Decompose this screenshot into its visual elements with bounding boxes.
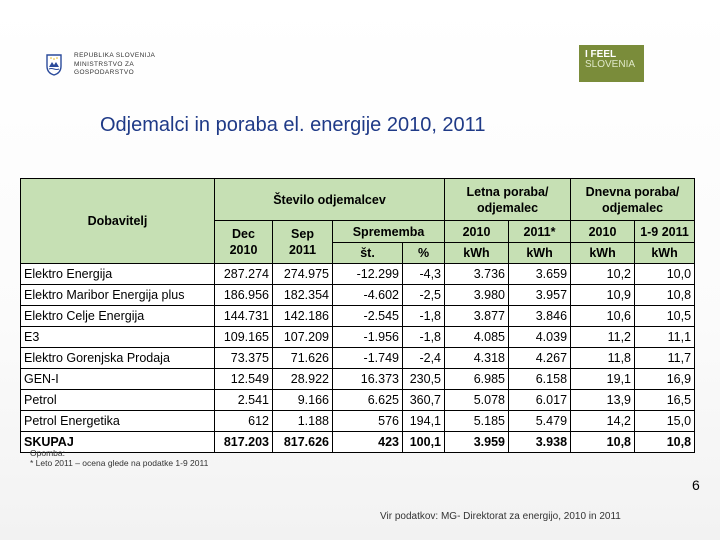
value-cell: 100,1 xyxy=(403,432,445,453)
value-cell: 11,1 xyxy=(635,327,695,348)
header-unit: kWh xyxy=(509,243,571,264)
ministry-line: GOSPODARSTVO xyxy=(74,69,135,77)
value-cell: 274.975 xyxy=(273,264,333,285)
header-annual-2011: 2011* xyxy=(509,221,571,243)
value-cell: 10,2 xyxy=(571,264,635,285)
header-unit: kWh xyxy=(445,243,509,264)
value-cell: 3.980 xyxy=(445,285,509,306)
value-cell: -1.749 xyxy=(333,348,403,369)
value-cell: 3.938 xyxy=(509,432,571,453)
value-cell: 4.085 xyxy=(445,327,509,348)
header-daily-2010: 2010 xyxy=(571,221,635,243)
value-cell: 19,1 xyxy=(571,369,635,390)
value-cell: 3.659 xyxy=(509,264,571,285)
value-cell: 6.158 xyxy=(509,369,571,390)
value-cell: 4.267 xyxy=(509,348,571,369)
supplier-name-cell: Elektro Energija xyxy=(21,264,215,285)
value-cell: 12.549 xyxy=(215,369,273,390)
value-cell: 612 xyxy=(215,411,273,432)
value-cell: -12.299 xyxy=(333,264,403,285)
header-change-number: št. xyxy=(333,243,403,264)
value-cell: 71.626 xyxy=(273,348,333,369)
value-cell: 4.318 xyxy=(445,348,509,369)
logo-line: SLOVENIA xyxy=(585,59,636,70)
value-cell: 9.166 xyxy=(273,390,333,411)
value-cell: 186.956 xyxy=(215,285,273,306)
header-annual-2010: 2010 xyxy=(445,221,509,243)
table-row xyxy=(21,390,695,411)
header-change-percent: % xyxy=(403,243,445,264)
value-cell: 10,6 xyxy=(571,306,635,327)
value-cell: 11,8 xyxy=(571,348,635,369)
header-unit: kWh xyxy=(635,243,695,264)
value-cell: 5.078 xyxy=(445,390,509,411)
footnote-title: Opomba: xyxy=(30,448,65,458)
header-change: Sprememba xyxy=(333,221,445,243)
value-cell: 182.354 xyxy=(273,285,333,306)
value-cell: 107.209 xyxy=(273,327,333,348)
value-cell: 5.479 xyxy=(509,411,571,432)
header-unit: kWh xyxy=(571,243,635,264)
value-cell: 3.846 xyxy=(509,306,571,327)
supplier-name-cell: Elektro Celje Energija xyxy=(21,306,215,327)
page-number: 6 xyxy=(692,477,700,493)
value-cell: -1,8 xyxy=(403,306,445,327)
value-cell: 16,5 xyxy=(635,390,695,411)
value-cell: 230,5 xyxy=(403,369,445,390)
supplier-name-cell: GEN-I xyxy=(21,369,215,390)
table-row xyxy=(21,411,695,432)
header-sep-2011: Sep 2011 xyxy=(273,221,333,264)
ministry-line: REPUBLIKA SLOVENIJA xyxy=(74,52,156,59)
value-cell: -1.956 xyxy=(333,327,403,348)
value-cell: 3.957 xyxy=(509,285,571,306)
value-cell: 10,8 xyxy=(571,432,635,453)
table-body xyxy=(21,264,695,453)
value-cell: 3.959 xyxy=(445,432,509,453)
header-supplier: Dobavitelj xyxy=(21,179,215,264)
table-row xyxy=(21,369,695,390)
value-cell: 10,8 xyxy=(635,285,695,306)
value-cell: 360,7 xyxy=(403,390,445,411)
table-row xyxy=(21,348,695,369)
value-cell: -2,5 xyxy=(403,285,445,306)
value-cell: 6.985 xyxy=(445,369,509,390)
value-cell: 16,9 xyxy=(635,369,695,390)
value-cell: -4,3 xyxy=(403,264,445,285)
value-cell: 10,0 xyxy=(635,264,695,285)
value-cell: 1.188 xyxy=(273,411,333,432)
table-row xyxy=(21,285,695,306)
supplier-name-cell: Elektro Gorenjska Prodaja xyxy=(21,348,215,369)
value-cell: 194,1 xyxy=(403,411,445,432)
value-cell: 576 xyxy=(333,411,403,432)
footnote-text: * Leto 2011 – ocena glede na podatke 1-9 2011 xyxy=(30,458,209,468)
supplier-name-cell: Petrol Energetika xyxy=(21,411,215,432)
value-cell: 11,2 xyxy=(571,327,635,348)
value-cell: -2.545 xyxy=(333,306,403,327)
ministry-header xyxy=(46,52,155,78)
value-cell: 6.017 xyxy=(509,390,571,411)
supplier-name-cell: SKUPAJ xyxy=(21,432,215,453)
value-cell: 817.203 xyxy=(215,432,273,453)
data-table-container xyxy=(20,178,694,449)
value-cell: 11,7 xyxy=(635,348,695,369)
header-daily-2011: 1-9 2011 xyxy=(635,221,695,243)
table-row xyxy=(21,306,695,327)
consumption-table xyxy=(20,178,695,453)
value-cell: 423 xyxy=(333,432,403,453)
value-cell: 287.274 xyxy=(215,264,273,285)
supplier-name-cell: Petrol xyxy=(21,390,215,411)
value-cell: 142.186 xyxy=(273,306,333,327)
header-customer-count: Število odjemalcev xyxy=(215,179,445,221)
value-cell: 3.736 xyxy=(445,264,509,285)
value-cell: 28.922 xyxy=(273,369,333,390)
footnote xyxy=(30,448,208,468)
value-cell: 16.373 xyxy=(333,369,403,390)
supplier-name-cell: Elektro Maribor Energija plus xyxy=(21,285,215,306)
slide-title: Odjemalci in poraba el. energije 2010, 2011 xyxy=(100,114,486,136)
value-cell: 817.626 xyxy=(273,432,333,453)
table-row xyxy=(21,264,695,285)
data-source: Vir podatkov: MG- Direktorat za energijo, 2010 in 2011 xyxy=(380,511,621,522)
value-cell: 6.625 xyxy=(333,390,403,411)
coat-of-arms-icon xyxy=(46,54,62,76)
supplier-name-cell: E3 xyxy=(21,327,215,348)
value-cell: 10,5 xyxy=(635,306,695,327)
value-cell: 10,8 xyxy=(635,432,695,453)
value-cell: 4.039 xyxy=(509,327,571,348)
value-cell: 73.375 xyxy=(215,348,273,369)
header-daily-consumption: Dnevna poraba/ odjemalec xyxy=(571,179,695,221)
value-cell: -2,4 xyxy=(403,348,445,369)
value-cell: 15,0 xyxy=(635,411,695,432)
value-cell: 10,9 xyxy=(571,285,635,306)
value-cell: 13,9 xyxy=(571,390,635,411)
table-row xyxy=(21,327,695,348)
value-cell: 5.185 xyxy=(445,411,509,432)
value-cell: -1,8 xyxy=(403,327,445,348)
ministry-name xyxy=(74,52,155,78)
i-feel-slovenia-logo xyxy=(579,45,644,82)
value-cell: 109.165 xyxy=(215,327,273,348)
header-annual-consumption: Letna poraba/ odjemalec xyxy=(445,179,571,221)
value-cell: -4.602 xyxy=(333,285,403,306)
logo-line: I FEEL xyxy=(585,49,617,60)
ministry-line: MINISTRSTVO ZA xyxy=(74,60,135,68)
header-dec-2010: Dec 2010 xyxy=(215,221,273,264)
value-cell: 2.541 xyxy=(215,390,273,411)
value-cell: 14,2 xyxy=(571,411,635,432)
value-cell: 144.731 xyxy=(215,306,273,327)
value-cell: 3.877 xyxy=(445,306,509,327)
